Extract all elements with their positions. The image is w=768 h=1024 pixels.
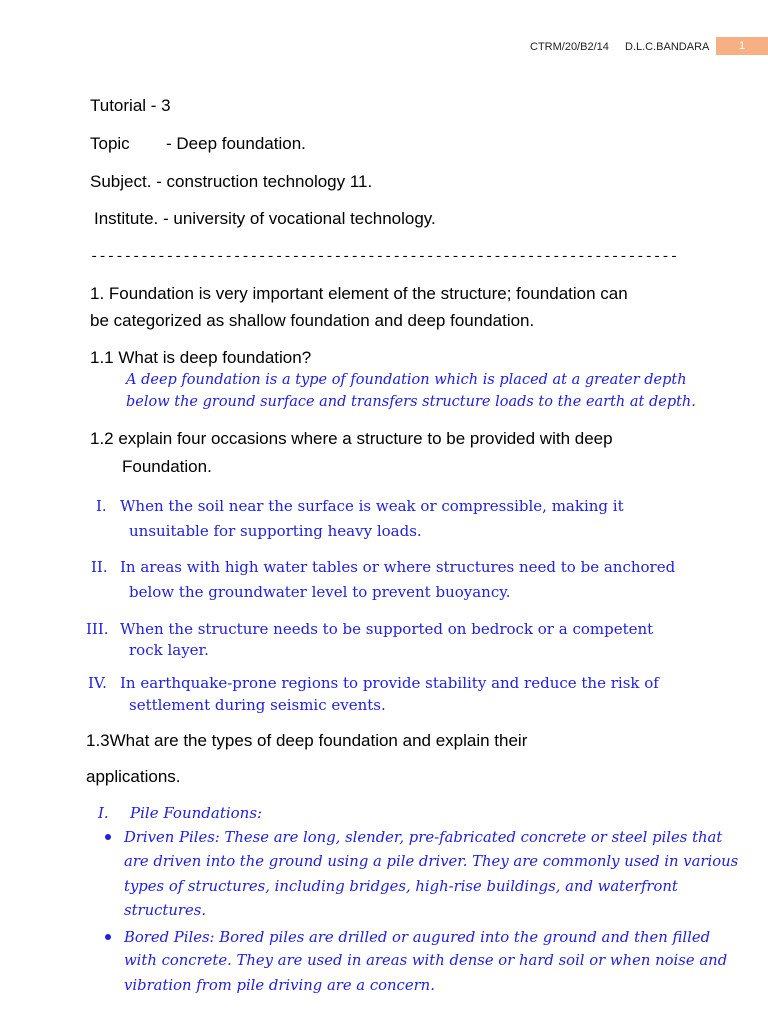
topic-value: - Deep foundation. [166,134,306,153]
bullet-text-line: Bored Piles: Bored piles are drilled or augured into the ground and then filled [124,929,711,946]
q1-2-item-line1: In areas with high water tables or where structures need to be anchored [120,558,676,576]
q1-3-question-line2: applications. [86,767,181,786]
q1-2-question-line1: 1.2 explain four occasions where a structure to be provided with deep [90,429,613,448]
bullet-text-line: types of structures, including bridges, high-rise buildings, and waterfront [124,878,678,895]
bullet-icon [105,834,111,840]
q1-2-item-line2: settlement during seismic events. [129,696,386,714]
bullet-text-line: Driven Piles: These are long, slender, pre-fabricated concrete or steel piles that [124,829,723,846]
document-id: CTRM/20/B2/14 [530,41,609,53]
q1-2-item-number: II. [91,558,108,576]
institute-line: Institute. - university of vocational technology. [94,209,436,228]
bullet-text-line: vibration from pile driving are a concern. [124,977,435,994]
author-name: D.L.C.BANDARA [625,41,710,53]
q1-2-item-line1: When the structure needs to be supported on bedrock or a competent [120,620,654,638]
question1-line2: be categorized as shallow foundation and deep foundation. [90,311,535,330]
question1-line1: 1. Foundation is very important element of the structure; foundation can [90,284,628,303]
q1-1-answer-line1: A deep foundation is a type of foundation which is placed at a greater depth [126,372,687,388]
bullet-text-line: structures. [124,902,207,919]
q1-3-sub-number: I. [98,804,109,822]
subject-line: Subject. - construction technology 11. [90,172,373,191]
q1-2-item-line2: below the groundwater level to prevent buoyancy. [129,583,511,601]
q1-3-question-line1: 1.3What are the types of deep foundation and explain their [86,731,528,750]
separator-line: ---------------------------------------------------------------------- [90,249,679,265]
q1-2-item-number: IV. [88,674,107,692]
q1-2-item-line1: When the soil near the surface is weak or compressible, making it [120,497,624,515]
q1-3-sub-title: Pile Foundations: [130,804,263,822]
q1-2-item-line2: unsuitable for supporting heavy loads. [129,522,422,540]
tutorial-title: Tutorial - 3 [90,96,171,115]
page-number: 1 [716,37,768,55]
q1-1-question: 1.1 What is deep foundation? [90,348,312,367]
bullet-icon [105,934,111,940]
q1-2-question-line2: Foundation. [122,457,212,476]
q1-2-item-number: I. [96,497,107,515]
q1-2-item-line2: rock layer. [129,641,209,659]
q1-2-item-line1: In earthquake-prone regions to provide stability and reduce the risk of [120,674,659,692]
q1-2-item-number: III. [86,620,109,638]
topic-label: Topic [90,134,130,153]
q1-1-answer-line2: below the ground surface and transfers structure loads to the earth at depth. [126,394,696,410]
bullet-text-line: with concrete. They are used in areas with dense or hard soil or when noise and [124,952,728,969]
bullet-text-line: are driven into the ground using a pile driver. They are commonly used in various [124,853,739,870]
